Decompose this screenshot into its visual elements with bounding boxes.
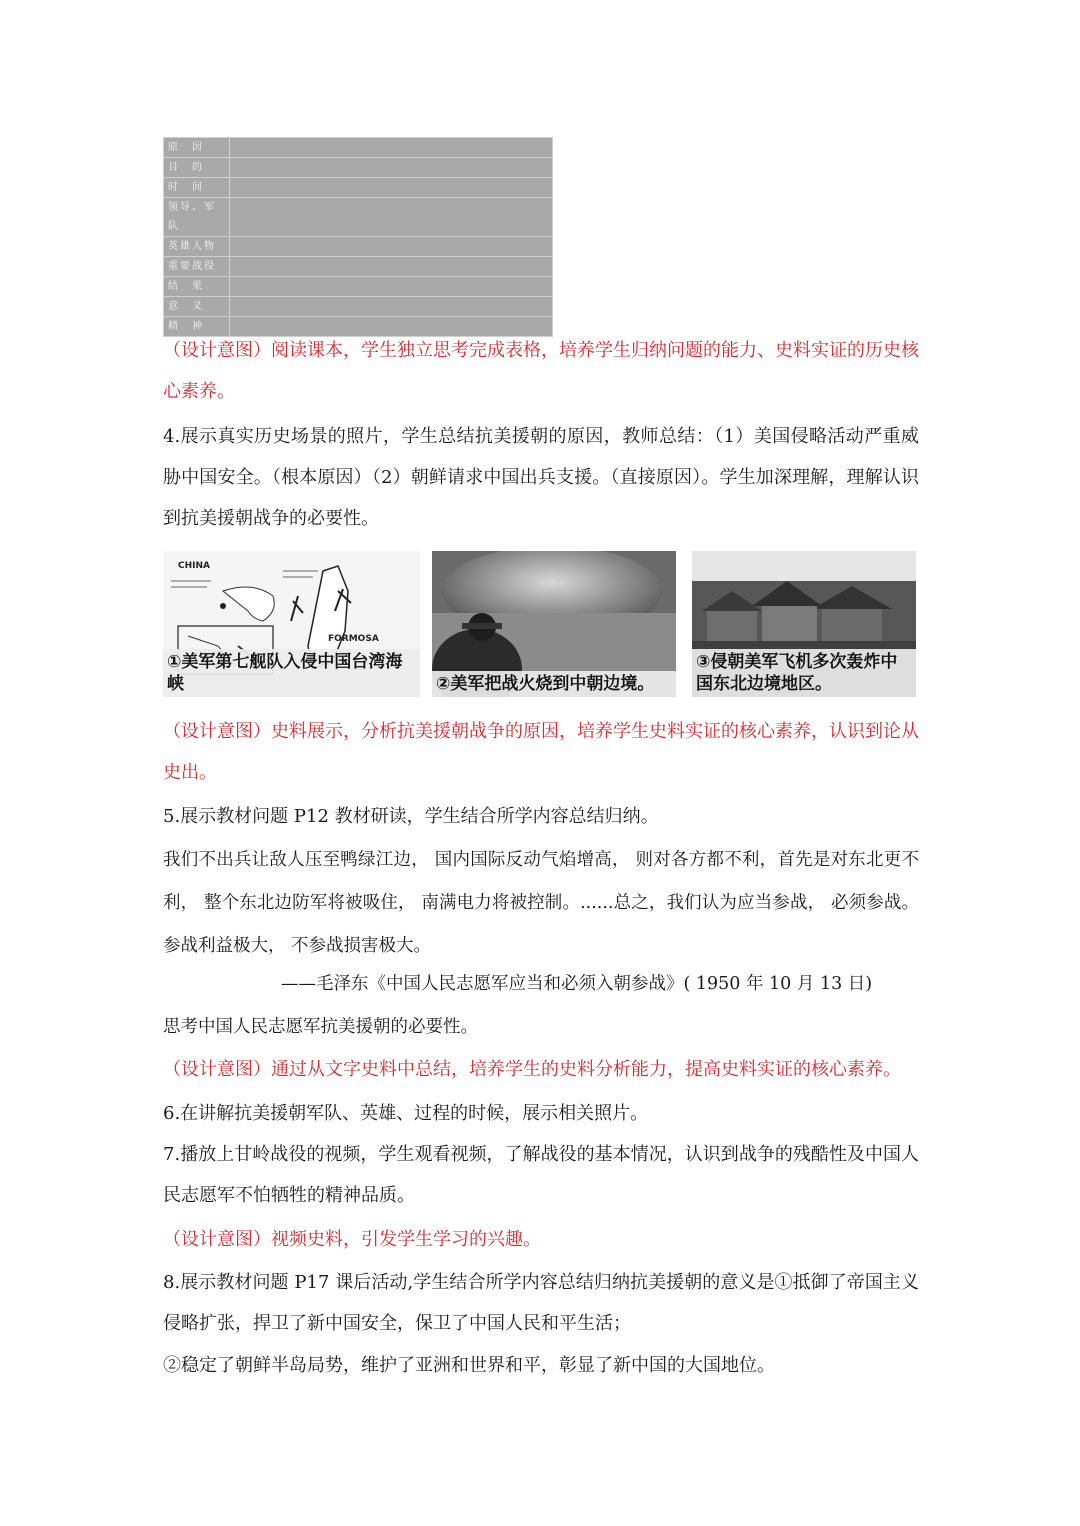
design-intent-4: （设计意图）视频史料，引发学生学习的兴趣。 [163,1229,541,1250]
design-intent-3: （设计意图）通过从文字史料中总结，培养学生的史料分析能力，提高史料实证的核心素养。 [163,1059,901,1080]
row-cell[interactable] [230,277,553,297]
design-intent-2: （设计意图）史料展示，分析抗美援朝战争的原因，培养学生史料实证的核心素养，认识到论从史出。 [163,721,919,783]
paragraph-item-8-continued: ②稳定了朝鲜半岛局势，维护了亚洲和世界和平，彰显了新中国的大国地位。 [163,1355,775,1376]
summary-table [163,137,553,337]
paragraph-item-8: 8.展示教材问题 P17 课后活动,学生结合所学内容总结归纳抗美援朝的意义是①抵御了帝国主义侵略扩张，捍卫了新中国安全，保卫了中国人民和平生活； [163,1272,919,1334]
photo-bombed-northeast [692,551,916,697]
row-label: 原 因 [164,138,230,158]
map-label-china: CHINA [178,561,210,571]
row-cell[interactable] [230,138,553,158]
table-row [164,138,553,158]
quote-text: 我们不出兵让敌人压至鸭绿江边， 国内国际反动气焰增高， 则对各方都不利，首先是对东北更不利， 整个东北边防军将被吸住， 南满电力将被控制。......总之，我们认为应当参战， 必须参战。参战利益极大， 不参战损害极大。 [163,850,919,956]
paragraph-item-6: 6.在讲解抗美援朝军队、英雄、过程的时候，展示相关照片。 [163,1103,649,1124]
row-label: 精 神 [164,317,230,337]
photo-caption: ①美军第七舰队入侵中国台湾海峡 [163,649,420,697]
row-cell[interactable] [230,237,553,257]
table-row [164,237,553,257]
row-label: 重要战役 [164,257,230,277]
row-cell[interactable] [230,158,553,178]
design-intent-1: （设计意图）阅读课本，学生独立思考完成表格，培养学生归纳问题的能力、史料实证的历史核心素养。 [163,340,919,402]
row-label: 英雄人物 [164,237,230,257]
photo-caption: ③侵朝美军飞机多次轰炸中国东北边境地区。 [692,649,916,697]
think-question: 思考中国人民志愿军抗美援朝的必要性。 [163,1017,478,1037]
row-cell[interactable] [230,297,553,317]
row-label: 结 果 [164,277,230,297]
row-cell[interactable] [230,178,553,198]
photo-war-at-border [432,551,676,697]
paragraph-item-4: 4.展示真实历史场景的照片，学生总结抗美援朝的原因，教师总结：（1）美国侵略活动严重威胁中国安全。（根本原因）（2）朝鲜请求中国出兵支援。（直接原因）。学生加深理解，理解认识到抗美援朝战争的必要性。 [163,426,919,529]
quote-source: ——毛泽东《中国人民志愿军应当和必须入朝参战》( 1950 年 10 月 13 日) [281,974,873,994]
table-row [164,198,553,237]
table-row [164,277,553,297]
row-cell[interactable] [230,257,553,277]
table-row [164,257,553,277]
row-label: 意 义 [164,297,230,317]
table-row [164,178,553,198]
map-label-formosa: FORMOSA [328,634,379,644]
row-label: 领导、军队 [164,198,230,237]
photo-caption: ②美军把战火烧到中朝边境。 [432,671,676,697]
row-cell[interactable] [230,198,553,237]
paragraph-item-5: 5.展示教材问题 P12 教材研读，学生结合所学内容总结归纳。 [163,806,659,827]
row-label: 时 间 [164,178,230,198]
row-label: 目 的 [164,158,230,178]
table-row [164,158,553,178]
table-row [164,297,553,317]
paragraph-item-7: 7.播放上甘岭战役的视频，学生观看视频，了解战役的基本情况，认识到战争的残酷性及中国人民志愿军不怕牺牲的精神品质。 [163,1144,919,1206]
photo-seventh-fleet-map [163,551,420,697]
